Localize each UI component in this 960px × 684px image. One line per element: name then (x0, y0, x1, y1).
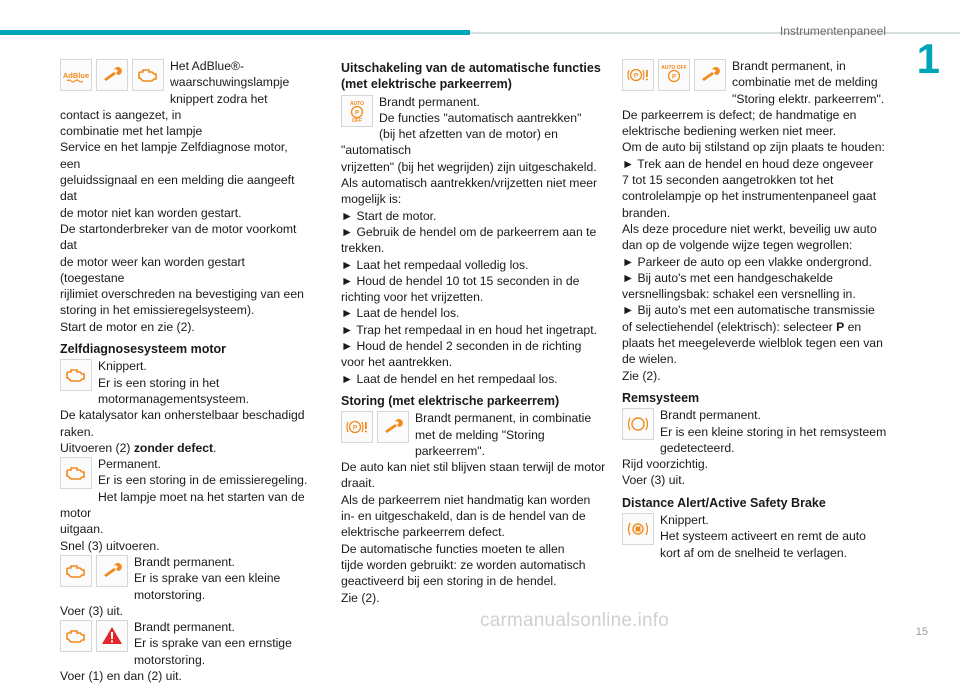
text-line: Zie (2). (622, 368, 661, 383)
text-line: parkeerrem". (415, 443, 486, 458)
emphasis: P (836, 319, 845, 334)
header-accent-bar (0, 30, 470, 35)
text-line: Brandt permanent. (379, 94, 480, 109)
text-line: De functies "automatisch aantrekken" (379, 110, 582, 125)
heading-parking-brake-fault: Storing (met elektrische parkeerrem) (341, 393, 560, 408)
text-line: de wielen. (622, 352, 677, 367)
text-line: ► Houd de hendel 10 tot 15 seconden in de (341, 273, 580, 288)
text-line: ► Bij auto's met een handgeschakelde (622, 270, 833, 285)
text-line: De parkeerrem is defect; de handmatige en (622, 107, 857, 122)
text-line: 7 tot 15 seconden aangetrokken tot het (622, 173, 834, 188)
wrench-icon (377, 411, 409, 443)
text-line: Snel (3) uitvoeren. (60, 538, 160, 553)
text-line: ► Start de motor. (341, 208, 437, 223)
text-line: Permanent. (98, 457, 162, 472)
adblue-line: De startonderbreker van de motor voorkomt dat (60, 221, 297, 253)
text-line: Voer (3) uit. (60, 603, 123, 618)
text-line: motorstoring. (134, 587, 206, 602)
text-line: Voer (3) uit. (622, 473, 685, 488)
wrench-icon (694, 59, 726, 91)
text-line: plaats het meegeleverde wielblok tegen een van (622, 336, 883, 351)
text-line: De auto kan niet stil blijven staan terwijl de motor (341, 460, 606, 475)
text-line: mogelijk is: (341, 192, 402, 207)
text-line: Rijd voorzichtig. (622, 457, 709, 472)
text-line: motorstoring. (134, 652, 206, 667)
svg-text:AUTO OFF: AUTO OFF (661, 65, 687, 71)
column-3 (622, 58, 888, 561)
text-line: draait. (341, 476, 375, 491)
text-fragment: . (213, 440, 217, 455)
watermark: carmanualsonline.info (480, 610, 670, 631)
emphasis: zonder defect (133, 440, 214, 455)
parking-auto-off-icon (341, 95, 373, 127)
text-line: trekken. (341, 241, 385, 256)
engine-minor-block (60, 554, 310, 587)
text-line: Brandt permanent. (134, 554, 235, 569)
text-line: ► Laat de hendel en het rempedaal los. (341, 371, 558, 386)
text-line (622, 319, 888, 335)
distance-alert-block (622, 512, 888, 545)
adblue-line: waarschuwingslampje (170, 75, 290, 90)
text-line: geactiveerd bij een storing in de hendel. (341, 574, 557, 589)
text-line: Als de parkeerrem niet handmatig kan worden (341, 492, 591, 507)
text-line: elektrische parkeerrem defect. (341, 525, 505, 540)
text-line: kort af om de snelheid te verlagen. (660, 545, 847, 560)
text-fragment: en (844, 319, 862, 334)
adblue-line: Het AdBlue®- (170, 59, 245, 73)
adblue-line: Service en het lampje Zelfdiagnose motor, een (60, 140, 288, 171)
text-line: ► Laat het rempedaal volledig los. (341, 257, 529, 272)
warning-triangle-icon (96, 620, 128, 652)
text-line: ► Trap het rempedaal in en houd het ingetrapt. (341, 322, 597, 337)
text-line: Er is een kleine storing in het remsysteem (660, 424, 887, 439)
parking-brake-warning-icon (341, 411, 373, 443)
text-line: Als deze procedure niet werkt, beveilig uw auto (622, 221, 877, 236)
text-line: ► Laat de hendel los. (341, 306, 460, 321)
adblue-block (60, 58, 310, 91)
engine-icon (60, 457, 92, 489)
svg-text:P: P (352, 424, 358, 432)
adblue-line: de motor niet kan worden gestart. (60, 205, 242, 220)
adblue-line: combinatie met het lampje (60, 124, 203, 139)
section-title: Instrumentenpaneel (779, 24, 886, 38)
adblue-line: de motor weer kan worden gestart (toegestane (60, 254, 245, 285)
text-line: in- en uitgeschakeld, dan is de hendel van de (341, 509, 586, 524)
engine-permanent-block (60, 456, 310, 489)
svg-text:AdBlue: AdBlue (62, 71, 90, 80)
text-line: motormanagementsysteem. (98, 391, 250, 406)
column-2 (341, 58, 607, 606)
text-line: ► Bij auto's met een automatische transmissie (622, 303, 875, 318)
text-line: combinatie met de melding (732, 75, 878, 90)
text-line: ► Trek aan de hendel en houd deze ongeveer (622, 156, 874, 171)
adblue-line: storing in het emissieregelsysteem). (60, 303, 255, 318)
text-line: dan op de volgende wijze tegen wegrollen: (622, 238, 853, 253)
adblue-line: knippert zodra het contact is aangezet, in (60, 91, 268, 122)
svg-text:P: P (671, 74, 677, 81)
engine-icon (132, 59, 164, 91)
text-line: De automatische functies moeten te allen (341, 541, 565, 556)
auto-off-block (341, 94, 607, 127)
text-line: Brandt permanent. (660, 408, 761, 423)
text-line: Brandt permanent, in combinatie (415, 411, 592, 426)
brake-system-block (622, 407, 888, 440)
text-line: gedetecteerd. (660, 440, 735, 455)
text-line (60, 440, 310, 456)
text-line: ► Houd de hendel 2 seconden in de richting (341, 339, 582, 354)
adblue-icon (60, 59, 92, 91)
parking-brake-warning-icon (622, 59, 654, 91)
text-line: Brandt permanent, in (732, 59, 846, 73)
text-line: Knippert. (660, 513, 709, 528)
parking-auto-off-icon (658, 59, 690, 91)
engine-icon (60, 620, 92, 652)
text-line: Zie (2). (341, 590, 380, 605)
text-fragment: of selectiehendel (elektrisch): selecteer (622, 319, 837, 334)
electric-parking-fault-block (622, 58, 888, 91)
text-line: Er is sprake van een kleine (134, 571, 281, 586)
text-line: Er is sprake van een ernstige (134, 636, 292, 651)
svg-text:OFF: OFF (352, 117, 362, 124)
wrench-icon (96, 555, 128, 587)
text-line: raken. (60, 424, 94, 439)
wrench-icon (96, 59, 128, 91)
text-line: branden. (622, 205, 671, 220)
heading-distance-alert: Distance Alert/Active Safety Brake (622, 495, 826, 510)
adblue-line: rijlimiet overschreden na bevestiging van een (60, 287, 304, 302)
text-line: met de melding "Storing (415, 427, 545, 442)
text-line: voor het aantrekken. (341, 355, 453, 370)
text-line: "Storing elektr. parkeerrem". (732, 91, 885, 106)
engine-flashing-block (60, 358, 310, 391)
adblue-line: geluidssignaal en een melding die aangeeft dat (60, 173, 295, 204)
text-line: ► Gebruik de hendel om de parkeerrem aan te (341, 224, 597, 239)
heading-brake-system: Remsysteem (622, 390, 700, 405)
text-line: Voer (1) en dan (2) uit. (60, 668, 182, 683)
text-line: elektrische bediening werken niet meer. (622, 124, 837, 139)
parking-fault-block (341, 410, 607, 443)
page-number: 15 (915, 626, 928, 638)
collision-alert-icon (622, 513, 654, 545)
heading-auto-functions: Uitschakeling van de automatische functies (met elektrische parkeerrem) (341, 61, 601, 92)
text-line: Brandt permanent. (134, 620, 235, 635)
text-line: De katalysator kan onherstelbaar beschadigd (60, 408, 305, 423)
heading-engine-diagnosis: Zelfdiagnosesysteem motor (60, 342, 227, 357)
engine-icon (60, 359, 92, 391)
text-line: vrijzetten" (bij het wegrijden) zijn uitgeschakeld. (341, 159, 597, 174)
adblue-line: Start de motor en zie (2). (60, 319, 195, 334)
svg-text:P: P (354, 109, 360, 116)
column-1 (60, 58, 310, 684)
text-line: Er is een storing in de emissieregeling. (98, 473, 308, 488)
text-line: Als automatisch aantrekken/vrijzetten niet meer (341, 176, 598, 191)
text-line: ► Parkeer de auto op een vlakke ondergrond. (622, 254, 872, 269)
chapter-number: 1 (916, 35, 940, 82)
text-fragment: Uitvoeren (2) (60, 440, 134, 455)
brake-icon (622, 408, 654, 440)
text-line: Knippert. (98, 359, 147, 374)
engine-icon (60, 555, 92, 587)
text-line: Het lampje moet na het starten van de motor (60, 489, 305, 521)
text-line: Om de auto bij stilstand op zijn plaats te houden: (622, 140, 885, 155)
svg-text:AUTO: AUTO (349, 100, 365, 107)
text-line: uitgaan. (60, 522, 104, 537)
text-line: controlelampje op het instrumentenpaneel gaat (622, 189, 877, 204)
text-line: Er is een storing in het (98, 375, 220, 390)
text-line: tijde worden gebruikt: ze worden automatisch (341, 557, 586, 572)
text-line: richting voor het vrijzetten. (341, 290, 484, 305)
engine-major-block (60, 619, 310, 652)
text-line: versnellingsbak: schakel een versnelling in. (622, 287, 856, 302)
svg-text:P: P (633, 72, 639, 80)
text-line: Het systeem activeert en remt de auto (660, 529, 866, 544)
header-rule (470, 32, 960, 34)
text-line: (bij het afzetten van de motor) en "automatisch (341, 127, 558, 158)
